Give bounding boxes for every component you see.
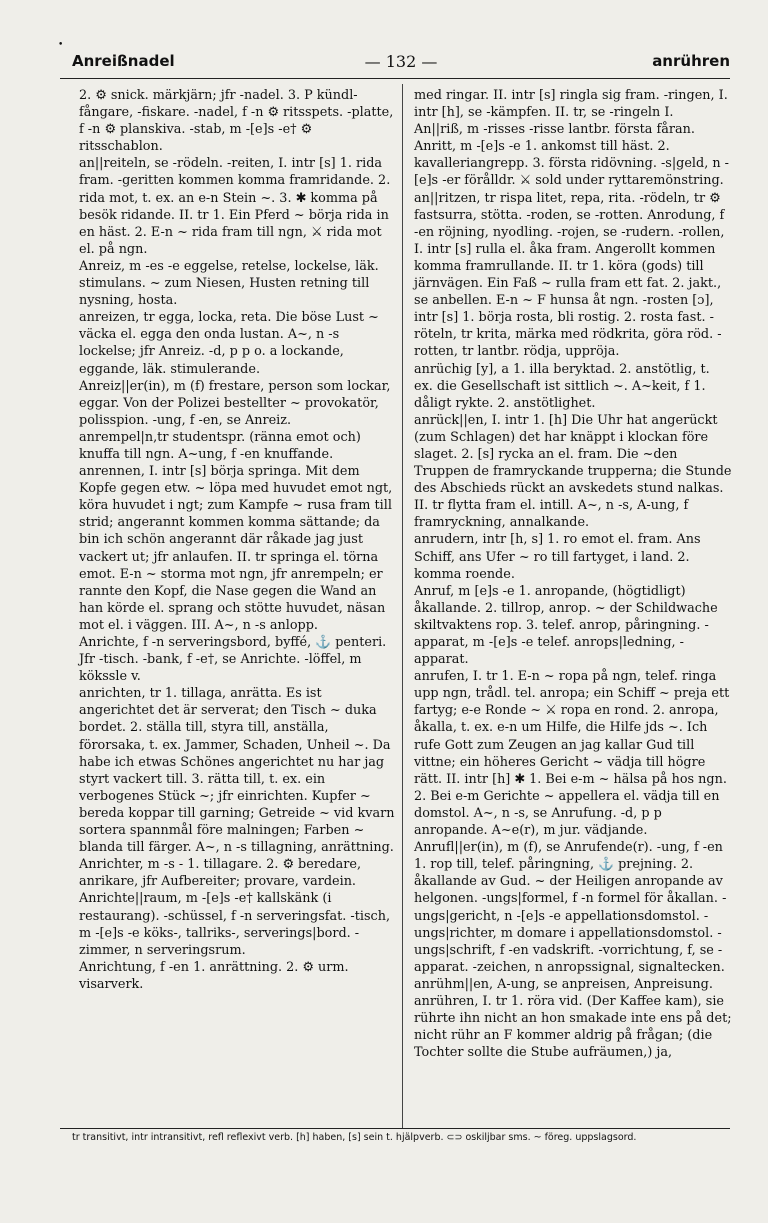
entry-paragraph: anrennen, I. intr [s] börja springa. Mit dem Kopfe gegen etw. ~ löpa med huvudet emot ngt, köra huvudet i ngt; zum Kampfe ~ rusa fram till strid; angerannt kommen komma sättande; da bin ich schön angerannt där råkade jag just vackert ut; jfr anlaufen. II. tr springa el. törna emot. E-n ~ storma mot ngn, jfr anrempeln; er rannte den Kopf, die Nase gegen die Wand an han körde el. sprang och stötte huvudet, näsan mot el. i väggen. III. A~, n -s anlopp. xyxy=(79,464,393,633)
margin-mark: • xyxy=(58,40,64,50)
page-header xyxy=(72,52,730,76)
entry-paragraph: anrufen, I. tr 1. E-n ~ ropa på ngn, telef. ringa upp ngn, trådl. tel. anropa; ein Schiff ~ preja ett fartyg; e-e Ronde ~ ⚔ ropa en rond. 2. anropa, åkalla, t. ex. e-n um Hilfe, die Hilfe jds ~. Ich rufe Gott zum Zeugen an jag kallar Gud till vittne; ein höheres Gericht ~ vädja till högre rätt. II. intr [h] ✱ 1. Bei e-m ~ hälsa på hos ngn. 2. Bei e-m Gerichte ~ appellera el. vädja till en domstol. A~, n -s, se Anrufung. -d, p p anropande. A~e(r), m jur. vädjande. xyxy=(414,669,730,839)
entry-paragraph: anreizen, tr egga, locka, reta. Die böse Lust ~ väcka el. egga den onda lustan. A~, n -s lockelse; jfr Anreiz. -d, p p o. a lockande, eggande, läk. stimulerande. xyxy=(79,310,379,377)
entry-paragraph: Anritt, m -[e]s -e 1. ankomst till häst. 2. kavalleriangrepp. 3. första ridövning. -s|geld, n -[e]s -er förålldr. ⚔ sold under ryttaremönstring. xyxy=(414,139,729,189)
entry-paragraph: An||riß, m -risses -risse lantbr. första fåran. xyxy=(414,122,695,138)
right-column xyxy=(414,87,732,1061)
entry-paragraph: an||ritzen, tr rispa litet, repa, rita. -rödeln, tr ⚙ fastsurra, stötta. -roden, se -rotten. Anrodung, f -en röjning, nyodling. -rojen, se -rudern. -rollen, I. intr [s] rulla el. åka fram. Angerollt kommen komma framrullande. II. tr 1. köra (gods) till järnvägen. Ein Faß ~ rulla fram ett fat. 2. jakt., se anbellen. E-n ~ F hunsa åt ngn. -rosten [ɔ], intr [s] 1. börja rosta, bli rostig. 2. rosta fast. -röteln, tr krita, märka med rödkrita, göra röd. -rotten, tr lantbr. rödja, uppröja. xyxy=(414,190,725,360)
entry-paragraph: anrudern, intr [h, s] 1. ro emot el. fram. Ans Schiff, ans Ufer ~ ro till fartyget, i land. 2. komma roende. xyxy=(414,532,701,582)
entry-paragraph: anrichten, tr 1. tillaga, anrätta. Es ist angerichtet det är serverat; den Tisch ~ duka bordet. 2. ställa till, styra till, anställa, förorsaka, t. ex. Jammer, Schaden, Unheil ~. Da habe ich etwas Schönes angerichtet nu har jag styrt vackert till. 3. rätta till, t. ex. ein verbogenes Stück ~; jfr einrichten. Kupfer ~ bereda koppar till garning; Getreide ~ vid kvarn sortera spannmål före malningen; Farben ~ blanda till färger. A~, n -s tillagning, anrättning. xyxy=(79,686,395,856)
entry-paragraph: Anreiz, m -es -e eggelse, retelse, lockelse, läk. stimulans. ~ zum Niesen, Husten retning till nysning, hosta. xyxy=(79,258,379,309)
entry-paragraph: 2. ⚙ snick. märkjärn; jfr -nadel. 3. P kündl-fångare, -fiskare. -nadel, f -n ⚙ ritsspets. -platte, f -n ⚙ planskiva. -stab, m -[e]s -e† ⚙ ritsschablon. xyxy=(79,88,394,155)
entry-paragraph: Anreiz||er(in), m (f) frestare, person som lockar, eggar. Von der Polizei bestellter ~ provokatör, polisspion. -ung, f -en, se Anreiz. xyxy=(79,378,391,428)
abbreviation-legend: tr transitivt, intr intransitivt, refl reflexivt verb. [h] haben, [s] sein t. hjälpverb. ⊂⊃ oskiljbar sms. ~ föreg. uppslagsord. xyxy=(72,1132,637,1143)
entry-paragraph: med ringar. II. intr [s] ringla sig fram. -ringen, I. intr [h], se -kämpfen. II. tr, se -ringeln I. xyxy=(414,88,728,121)
entry-paragraph: Anruf, m [e]s -e 1. anropande, (högtidligt) åkallande. 2. tillrop, anrop. ~ der Schildwache skiltvaktens rop. 3. telef. anrop, påringning. -apparat, m -[e]s -e telef. anrops|ledning, -apparat. xyxy=(414,583,718,668)
page-number: — 132 — xyxy=(364,52,438,71)
entry-paragraph: Anrufl||er(in), m (f), se Anrufende(r). -ung, f -en 1. rop till, telef. påringning, ⚓ prejning. 2. åkallande av Gud. ~ der Heiligen anropande av helgonen. -ungs|formel, f -n formel för åkallan. -ungs|gericht, n -[e]s -e appellationsdomstol. -ungs|richter, m domare i appellationsdomstol. -ungs|schrift, f -en vadskrift. -vorrichtung, f, se -apparat. -zeichen, n anropssignal, signaltecken. xyxy=(414,840,727,975)
header-first-entry: Anreißnadel xyxy=(72,52,175,70)
entry-paragraph: Anrichter, m -s - 1. tillagare. 2. ⚙ beredare, anrikare, jfr Aufbereiter; provare, vardein. xyxy=(79,857,362,890)
footer-rule xyxy=(60,1128,730,1129)
entry-paragraph: an||reiteln, se -rödeln. -reiten, I. intr [s] 1. rida fram. -geritten kommen komma framridande. 2. rida mot, t. ex. an e-n Stein ~. 3. ✱ komma på besök ridande. II. tr 1. Ein Pferd ~ börja rida in en häst. 2. E-n ~ rida fram till ngn, ⚔ rida mot el. på ngn. xyxy=(79,156,391,257)
entry-paragraph: anrühm||en, A-ung, se anpreisen, Anpreisung. xyxy=(414,976,713,992)
header-last-entry: anrühren xyxy=(652,52,730,70)
entry-paragraph: anrüchig [y], a 1. illa beryktad. 2. anstötlig, t. ex. die Gesellschaft ist sittlich ~. A~keit, f 1. dåligt rykte. 2. anstötlighet. xyxy=(414,361,710,411)
entry-paragraph: anrempel|n,tr studentspr. (ränna emot och) knuffa till ngn. A~ung, f -en knuffande. xyxy=(79,429,361,462)
entry-paragraph: Anrichtung, f -en 1. anrättning. 2. ⚙ urm. visarverk. xyxy=(79,959,349,992)
left-column xyxy=(79,87,397,993)
entry-paragraph: Anrichte, f -n serveringsbord, byffé, ⚓ penteri. Jfr -tisch. -bank, f -e†, se Anrichte. -löffel, m kökssle v. xyxy=(79,635,387,685)
entry-paragraph: Anrichte||raum, m -[e]s -e† kallskänk (i restaurang). -schüssel, f -n serveringsfat. -tisch, m -[e]s -e köks-, tallriks-, serverings|bord. -zimmer, n serveringsrum. xyxy=(79,891,391,958)
entry-paragraph: anrück||en, I. intr 1. [h] Die Uhr hat angerückt (zum Schlagen) det har knäppt i klockan före slaget. 2. [s] rycka an el. fram. Die ~den Truppen de framryckande trupperna; die Stunde des Abschieds rückt an avskedets stund nalkas. II. tr flytta fram el. intill. A~, n -s, A-ung, f framryckning, annalkande. xyxy=(414,412,732,531)
header-rule xyxy=(60,78,730,79)
column-divider xyxy=(402,84,403,1129)
entry-paragraph: anrühren, I. tr 1. röra vid. (Der Kaffee kam), sie rührte ihn nicht an hon smakade inte ens på det; nicht rühr an F kommer aldrig på frågan; (die Tochter sollte die Stube aufräumen,) ja, xyxy=(414,993,732,1061)
